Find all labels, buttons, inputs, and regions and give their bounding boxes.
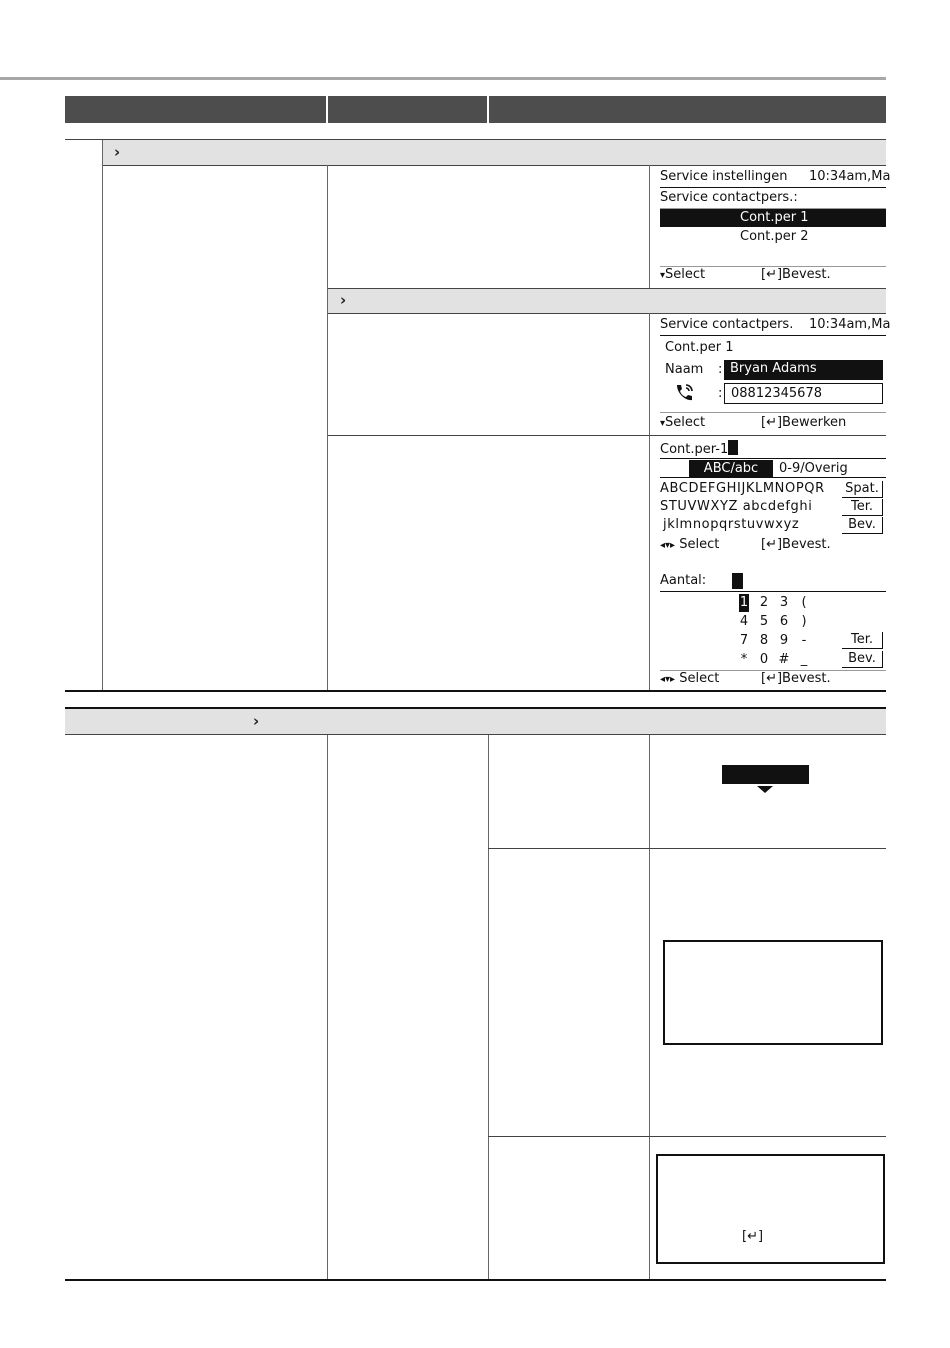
numpad-key[interactable]: - [801, 633, 807, 648]
name-label: Naam [665, 362, 704, 377]
softkey-select: ◂▾▸ Select [660, 671, 720, 686]
softkey-select: ◂▾▸ Select [660, 537, 720, 552]
screen-service-settings [660, 168, 891, 286]
softkey-confirm: [↵]Bevest. [761, 537, 831, 552]
colon: : [718, 386, 723, 401]
list-item-contact-1[interactable]: Cont.per 1 [660, 209, 886, 227]
column-divider [649, 735, 650, 1280]
numpad-key[interactable]: 4 [739, 614, 749, 629]
numpad-key[interactable]: 3 [779, 595, 789, 610]
dialog-frame [663, 940, 883, 1045]
column-divider [649, 313, 650, 691]
column-divider [102, 140, 103, 691]
arrow-nav-icon: ◂▾▸ [660, 674, 676, 685]
popup-pointer-icon [757, 786, 773, 793]
numpad-key[interactable]: 5 [759, 614, 769, 629]
screen-title: Service instellingen [660, 169, 788, 184]
enter-icon: [↵] [761, 415, 783, 430]
screen-numpad [660, 572, 886, 690]
section1-inner-subheader [328, 288, 886, 313]
softkey-select: ▾Select [660, 267, 706, 282]
enter-icon: [↵] [761, 267, 783, 282]
numpad-key[interactable]: 7 [739, 633, 749, 648]
exit-key-icon[interactable]: [↵] [742, 1229, 764, 1244]
section1-subheader-rule [102, 165, 886, 166]
keyboard-row-3[interactable]: jklmnopqrstuvwxyz [663, 517, 800, 532]
table-header [65, 96, 886, 123]
enter-icon: [↵] [761, 537, 783, 552]
column-divider [327, 735, 328, 1280]
keyboard-row-2[interactable]: STUVWXYZ abcdefghi [660, 499, 813, 514]
text-cursor [728, 440, 738, 455]
column-divider [649, 165, 650, 288]
numpad-key[interactable]: 0 [759, 652, 769, 667]
numpad-key[interactable]: ( [801, 595, 807, 610]
numpad-label: Aantal: [660, 573, 707, 588]
chevron-right-icon: › [114, 143, 121, 161]
softkey-confirm: [↵]Bevest. [761, 671, 831, 686]
section2-bottom-rule [65, 1279, 886, 1281]
table-header-divider [326, 96, 328, 123]
numpad-key[interactable]: _ [800, 652, 808, 667]
arrow-nav-icon: ◂▾▸ [660, 540, 676, 551]
arrow-down-icon: ▾ [660, 418, 666, 429]
row-rule [488, 848, 886, 849]
numpad-key[interactable]: 2 [759, 595, 769, 610]
back-button[interactable]: Ter. [842, 499, 883, 516]
text-cursor [732, 573, 743, 589]
screen-subtitle: Service contactpers.: [660, 190, 798, 205]
popup-bar [722, 765, 809, 784]
exit-dialog-frame [656, 1154, 885, 1264]
confirm-button[interactable]: Bev. [842, 651, 883, 668]
screen-contact-edit [660, 315, 891, 433]
tab-numeric[interactable]: 0-9/Overig [779, 461, 848, 476]
tab-alpha[interactable]: ABC/abc [689, 460, 773, 477]
enter-icon: [↵] [761, 671, 783, 686]
softkey-edit: [↵]Bewerken [761, 415, 847, 430]
section2-subheader-rule [65, 734, 886, 735]
column-divider [327, 165, 328, 691]
colon: : [718, 362, 723, 377]
text-input[interactable]: Cont.per-1 [660, 440, 738, 459]
contact-heading: Cont.per 1 [665, 340, 734, 355]
numpad-key[interactable]: # [778, 652, 790, 667]
list-item-contact-2[interactable]: Cont.per 2 [740, 229, 809, 244]
name-field[interactable]: Bryan Adams [724, 360, 883, 380]
space-button[interactable]: Spat. [842, 481, 883, 498]
phone-field[interactable]: 08812345678 [724, 383, 883, 404]
table-header-divider [487, 96, 489, 123]
section2-subheader [65, 709, 886, 734]
arrow-down-icon: ▾ [660, 270, 666, 281]
row-rule [488, 1136, 886, 1137]
keyboard-row-1[interactable]: ABCDEFGHIJKLMNOPQR [660, 481, 825, 496]
section1-subheader [102, 140, 886, 165]
section1-bottom-rule [65, 690, 886, 692]
screen-time: 10:34am,Ma [809, 317, 891, 332]
row-rule [328, 435, 886, 436]
screen-keyboard [660, 439, 886, 557]
numpad-key[interactable]: 6 [779, 614, 789, 629]
chevron-right-icon: › [253, 712, 260, 730]
row-rule [328, 288, 886, 289]
numpad-key[interactable]: 8 [759, 633, 769, 648]
numpad-key[interactable]: * [740, 652, 748, 667]
numpad-key[interactable]: 9 [779, 633, 789, 648]
chevron-right-icon: › [340, 291, 347, 309]
column-divider [488, 735, 489, 1280]
screen-title: Service contactpers. [660, 317, 794, 332]
row-rule [328, 313, 886, 314]
numpad-key[interactable]: 1 [739, 595, 749, 610]
numpad-grid [737, 594, 817, 668]
softkey-select: ▾Select [660, 415, 706, 430]
top-rule [0, 77, 886, 80]
confirm-button[interactable]: Bev. [842, 517, 883, 534]
phone-icon [672, 381, 696, 405]
numpad-key[interactable]: ) [801, 614, 807, 629]
screen-time: 10:34am,Ma [809, 169, 891, 184]
softkey-confirm: [↵]Bevest. [761, 267, 831, 282]
back-button[interactable]: Ter. [842, 632, 883, 649]
